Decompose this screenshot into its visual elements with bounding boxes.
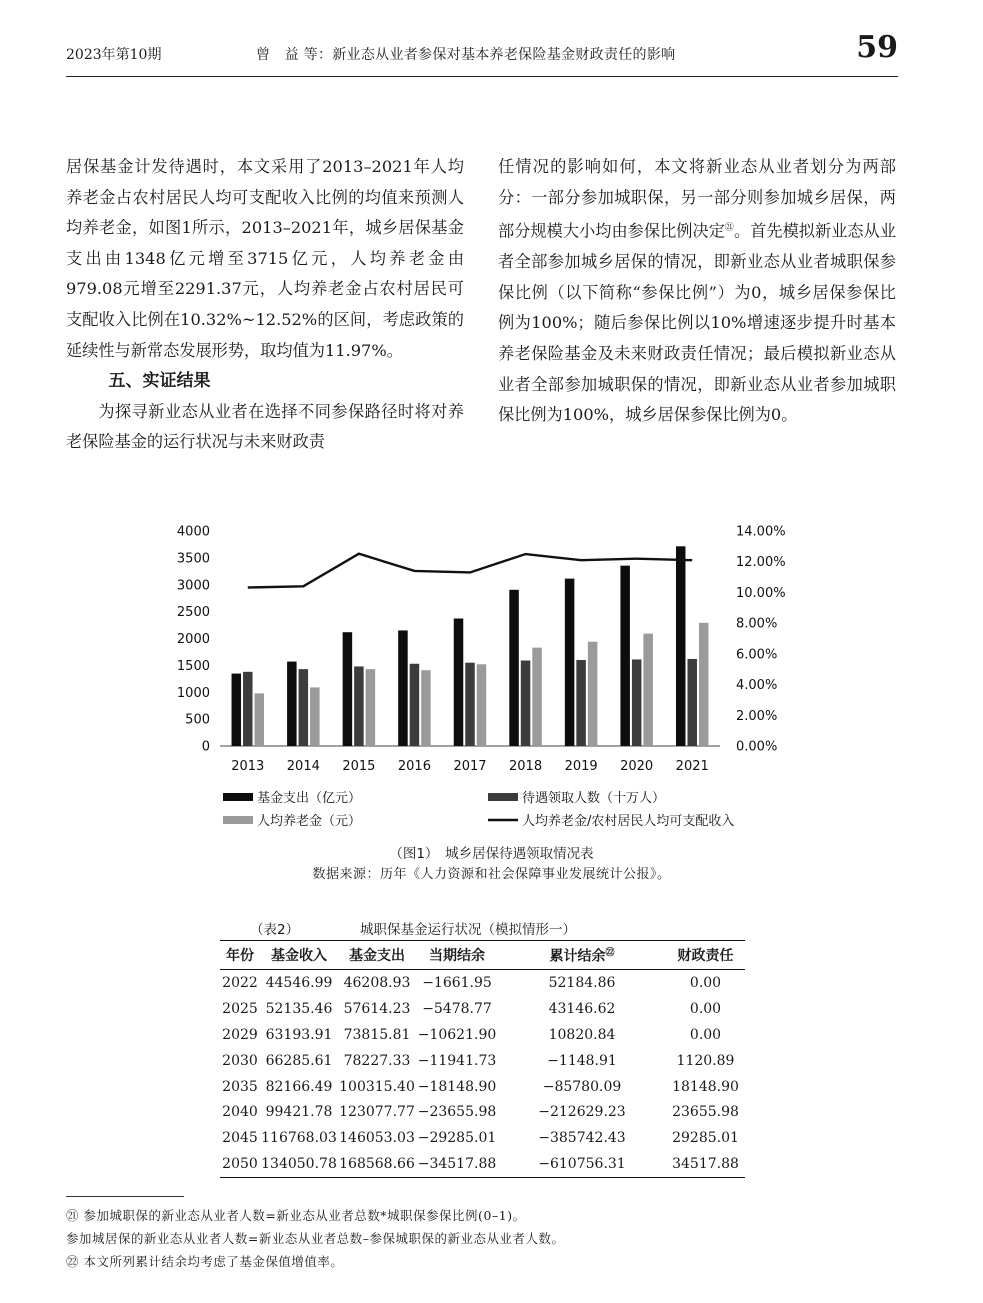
y-left-tick-label: 0 [201,739,210,755]
table-header-row [220,941,745,970]
x-tick-label: 2015 [342,759,376,774]
y-left-tick-label: 4000 [176,524,210,540]
x-tick-label: 2019 [564,759,598,774]
cell-income: 44546.99 [265,974,333,991]
cell-cumulative-balance: −1148.91 [547,1052,617,1069]
cell-fiscal-responsibility: 23655.98 [672,1104,739,1121]
y-left-tick-label: 3500 [176,551,210,567]
bar-avg-pension [699,623,709,746]
article-running-title: 曾 益 等：新业态从业者参保对基本养老保险基金财政责任的影响 [256,47,676,63]
x-tick-label: 2017 [453,759,487,774]
bar-marks [232,546,709,746]
bar-recipients [243,672,253,746]
bar-recipients [410,664,420,746]
bar-recipients [354,666,364,746]
cell-year: 2022 [222,974,258,991]
col-header-fiscal-responsibility: 财政责任 [666,941,745,970]
y-right-tick-label: 0.00% [736,739,778,755]
cell-cumulative-balance: 43146.62 [548,1000,616,1017]
table-row [220,970,745,996]
legend-label-fund-expenditure: 基金支出（亿元） [257,791,362,806]
paragraph: 居保基金计发待遇时，本文采用了2013–2021年人均养老金占农村居民人均可支配收入比例的均值来预测人均养老金，如图1所示，2013–2021年，城乡居保基金支出由1348亿元增至3715亿元，人均养老金由979.08元增至2291.37元，人均养老金占农村居民可支配收入比例在10.32%~12.52%的区间，考虑政策的延续性与新常态发展形势，取均值为11.97%。 [66,157,464,360]
cell-income: 52135.46 [265,1000,333,1017]
cell-current-balance: −11941.73 [417,1052,497,1069]
cell-year: 2045 [222,1130,258,1147]
bar-recipients [521,661,531,746]
footnote: ㉑ 参加城职保的新业态从业者人数=新业态从业者总数*城职保参保比例(0–1)。 [66,1208,526,1223]
y-right-tick-label: 4.00% [736,678,778,694]
y-right-tick-label: 6.00% [736,647,778,663]
y-left-tick-label: 2500 [176,605,210,621]
bar-recipients [465,663,475,746]
x-tick-label: 2021 [675,759,709,774]
cell-cumulative-balance: 52184.86 [548,974,616,991]
bar-fund-expenditure [509,590,519,746]
y-left-tick-labels [177,525,210,755]
x-tick-label: 2013 [231,759,265,774]
x-tick-label: 2020 [620,759,654,774]
bar-recipients [632,659,642,746]
body-column-right [498,152,896,431]
paragraph-text: 。首先模拟新业态从业者全部参加城乡居保的情况，即新业态从业者城职保参保比例（以下简称“参保比例”）为0，城乡居保参保比例为100%；随后参保比例以10%增速逐步提升时基本养老保险基金及未来财政责任情况；最后模拟新业态从业者全部参加城职保的情况，即新业态从业者参加城职保比例为100%，城乡居保参保比例为0。 [498,221,897,425]
legend-label-avg-pension: 人均养老金（元） [257,814,362,829]
paragraph: 为探寻新业态从业者在选择不同参保路径时将对养老保险基金的运行状况与未来财政责 [66,401,464,452]
y-left-tick-label: 3000 [176,578,210,594]
cell-cumulative-balance: −610756.31 [538,1156,626,1173]
cell-expenditure: 57614.23 [343,1000,411,1017]
cell-cumulative-balance: 10820.84 [548,1026,616,1043]
y-right-tick-label: 2.00% [736,708,778,724]
footnote: 参加城居保的新业态从业者人数=新业态从业者总数–参保城职保的新业态从业者人数。 [66,1231,565,1246]
cell-income: 82166.49 [265,1078,333,1095]
cell-year: 2025 [222,1000,258,1017]
table-body [220,970,745,1178]
cell-income: 134050.78 [261,1156,337,1173]
footnote-rule [66,1196,184,1197]
figure-caption: （图1） 城乡居保待遇领取情况表 [389,846,594,862]
bar-avg-pension [588,642,598,746]
cell-expenditure: 146053.03 [339,1130,415,1147]
chart-legend [223,790,734,829]
x-tick-label: 2016 [397,759,431,774]
page-number: 59 [856,30,898,65]
table-row [220,996,745,1022]
bar-recipients [687,659,697,746]
cell-fiscal-responsibility: 0.00 [689,1000,722,1017]
y-right-tick-label: 10.00% [736,585,786,601]
cell-cumulative-balance: −85780.09 [542,1078,622,1095]
section-heading: 五、实证结果 [108,371,211,392]
figure-source-note: 数据来源：历年《人力资源和社会保障事业发展统计公报》。 [312,867,671,882]
figure-1-chart [165,515,805,841]
table-row [220,1151,745,1177]
cell-income: 99421.78 [265,1104,333,1121]
col-header-expenditure: 基金支出 [338,941,416,970]
paragraph [498,152,896,431]
footnote-marker: ㉑ [724,223,734,234]
legend-label-recipients: 待遇领取人数（十万人） [522,791,666,806]
cell-current-balance: −29285.01 [417,1130,497,1147]
x-tick-labels [231,759,709,774]
bar-avg-pension [532,648,542,746]
cell-year: 2040 [222,1104,258,1121]
footnote-marker: ㉒ [605,947,615,958]
cell-year: 2035 [222,1078,258,1095]
bar-avg-pension [310,687,320,746]
y-left-tick-label: 2000 [176,632,210,647]
table-row [220,1099,745,1125]
table-title: 城职保基金运行状况（模拟情形一） [360,922,576,938]
cell-fiscal-responsibility: 34517.88 [672,1156,739,1173]
col-header-income: 基金收入 [260,941,338,970]
y-left-tick-label: 1000 [176,685,210,701]
cell-year: 2030 [222,1052,258,1069]
bar-recipients [299,669,309,746]
cell-current-balance: −5478.77 [422,1000,492,1017]
x-tick-label: 2018 [509,759,543,774]
table-label: （表2） [250,922,300,938]
bar-fund-expenditure [676,546,686,746]
cell-income: 116768.03 [261,1130,337,1147]
cell-expenditure: 78227.33 [343,1052,411,1069]
bar-fund-expenditure [565,579,575,746]
bar-avg-pension [643,634,653,746]
legend-swatch-recipients [488,793,518,801]
paragraph-text: 任情况的影响如何，本文将新业态从业者划分为两部分：一部分参加城职保，另一部分则参加城乡居保，两部分规模大小均由参保比例决定 [498,157,896,241]
footnote: ㉒ 本文所列累计结余均考虑了基金保值增值率。 [66,1254,344,1269]
y-right-tick-labels [736,525,786,755]
table-row [220,1125,745,1151]
legend-swatch-avg-pension [223,816,253,824]
y-left-tick-label: 1500 [176,658,210,674]
bar-avg-pension [366,669,376,746]
cell-current-balance: −1661.95 [422,974,492,991]
bar-avg-pension [477,664,487,746]
cell-current-balance: −10621.90 [417,1026,497,1043]
bar-fund-expenditure [454,619,464,746]
journal-issue: 2023年第10期 [66,47,162,63]
bar-avg-pension [421,670,431,746]
table-row [220,1074,745,1100]
body-column-left [66,152,464,458]
cell-fiscal-responsibility: 0.00 [689,1026,722,1043]
x-tick-label: 2014 [286,759,320,774]
cell-expenditure: 46208.93 [343,974,411,991]
table-2-fund-operation [220,940,745,1178]
y-right-tick-label: 14.00% [736,524,786,540]
y-right-tick-label: 8.00% [736,616,778,632]
cell-expenditure: 123077.77 [339,1104,415,1121]
cell-fiscal-responsibility: 1120.89 [676,1052,735,1069]
cell-fiscal-responsibility: 18148.90 [672,1078,739,1095]
cell-cumulative-balance: −385742.43 [538,1130,626,1147]
table-row [220,1048,745,1074]
cell-income: 63193.91 [265,1026,333,1043]
cell-income: 66285.61 [265,1052,333,1069]
bar-fund-expenditure [343,632,353,746]
bar-fund-expenditure [620,566,630,746]
cell-cumulative-balance: −212629.23 [538,1104,626,1121]
col-header-year: 年份 [220,941,260,970]
legend-swatch-fund-expenditure [223,793,253,801]
cell-current-balance: −23655.98 [417,1104,497,1121]
cell-year: 2050 [222,1156,258,1173]
bar-fund-expenditure [232,674,242,746]
cell-fiscal-responsibility: 29285.01 [672,1130,739,1147]
y-right-tick-label: 12.00% [736,555,786,571]
legend-label-ratio: 人均养老金/农村居民人均可支配收入 [522,814,735,829]
cell-current-balance: −34517.88 [417,1156,497,1173]
col-header-cumulative-balance [498,941,666,970]
col-header-current-balance: 当期结余 [416,941,498,970]
cell-fiscal-responsibility: 0.00 [689,974,722,991]
table-row [220,1022,745,1048]
cell-expenditure: 100315.40 [339,1078,415,1095]
cell-expenditure: 168568.66 [339,1156,415,1173]
bar-fund-expenditure [398,630,408,746]
col-header-cumulative-text: 累计结余 [549,948,606,965]
y-left-tick-label: 500 [185,712,210,728]
bar-fund-expenditure [287,662,297,746]
bar-recipients [576,660,586,746]
bar-avg-pension [255,693,265,746]
cell-current-balance: −18148.90 [417,1078,497,1095]
cell-expenditure: 73815.81 [343,1026,411,1043]
page-header [66,30,898,77]
cell-year: 2029 [222,1026,258,1043]
